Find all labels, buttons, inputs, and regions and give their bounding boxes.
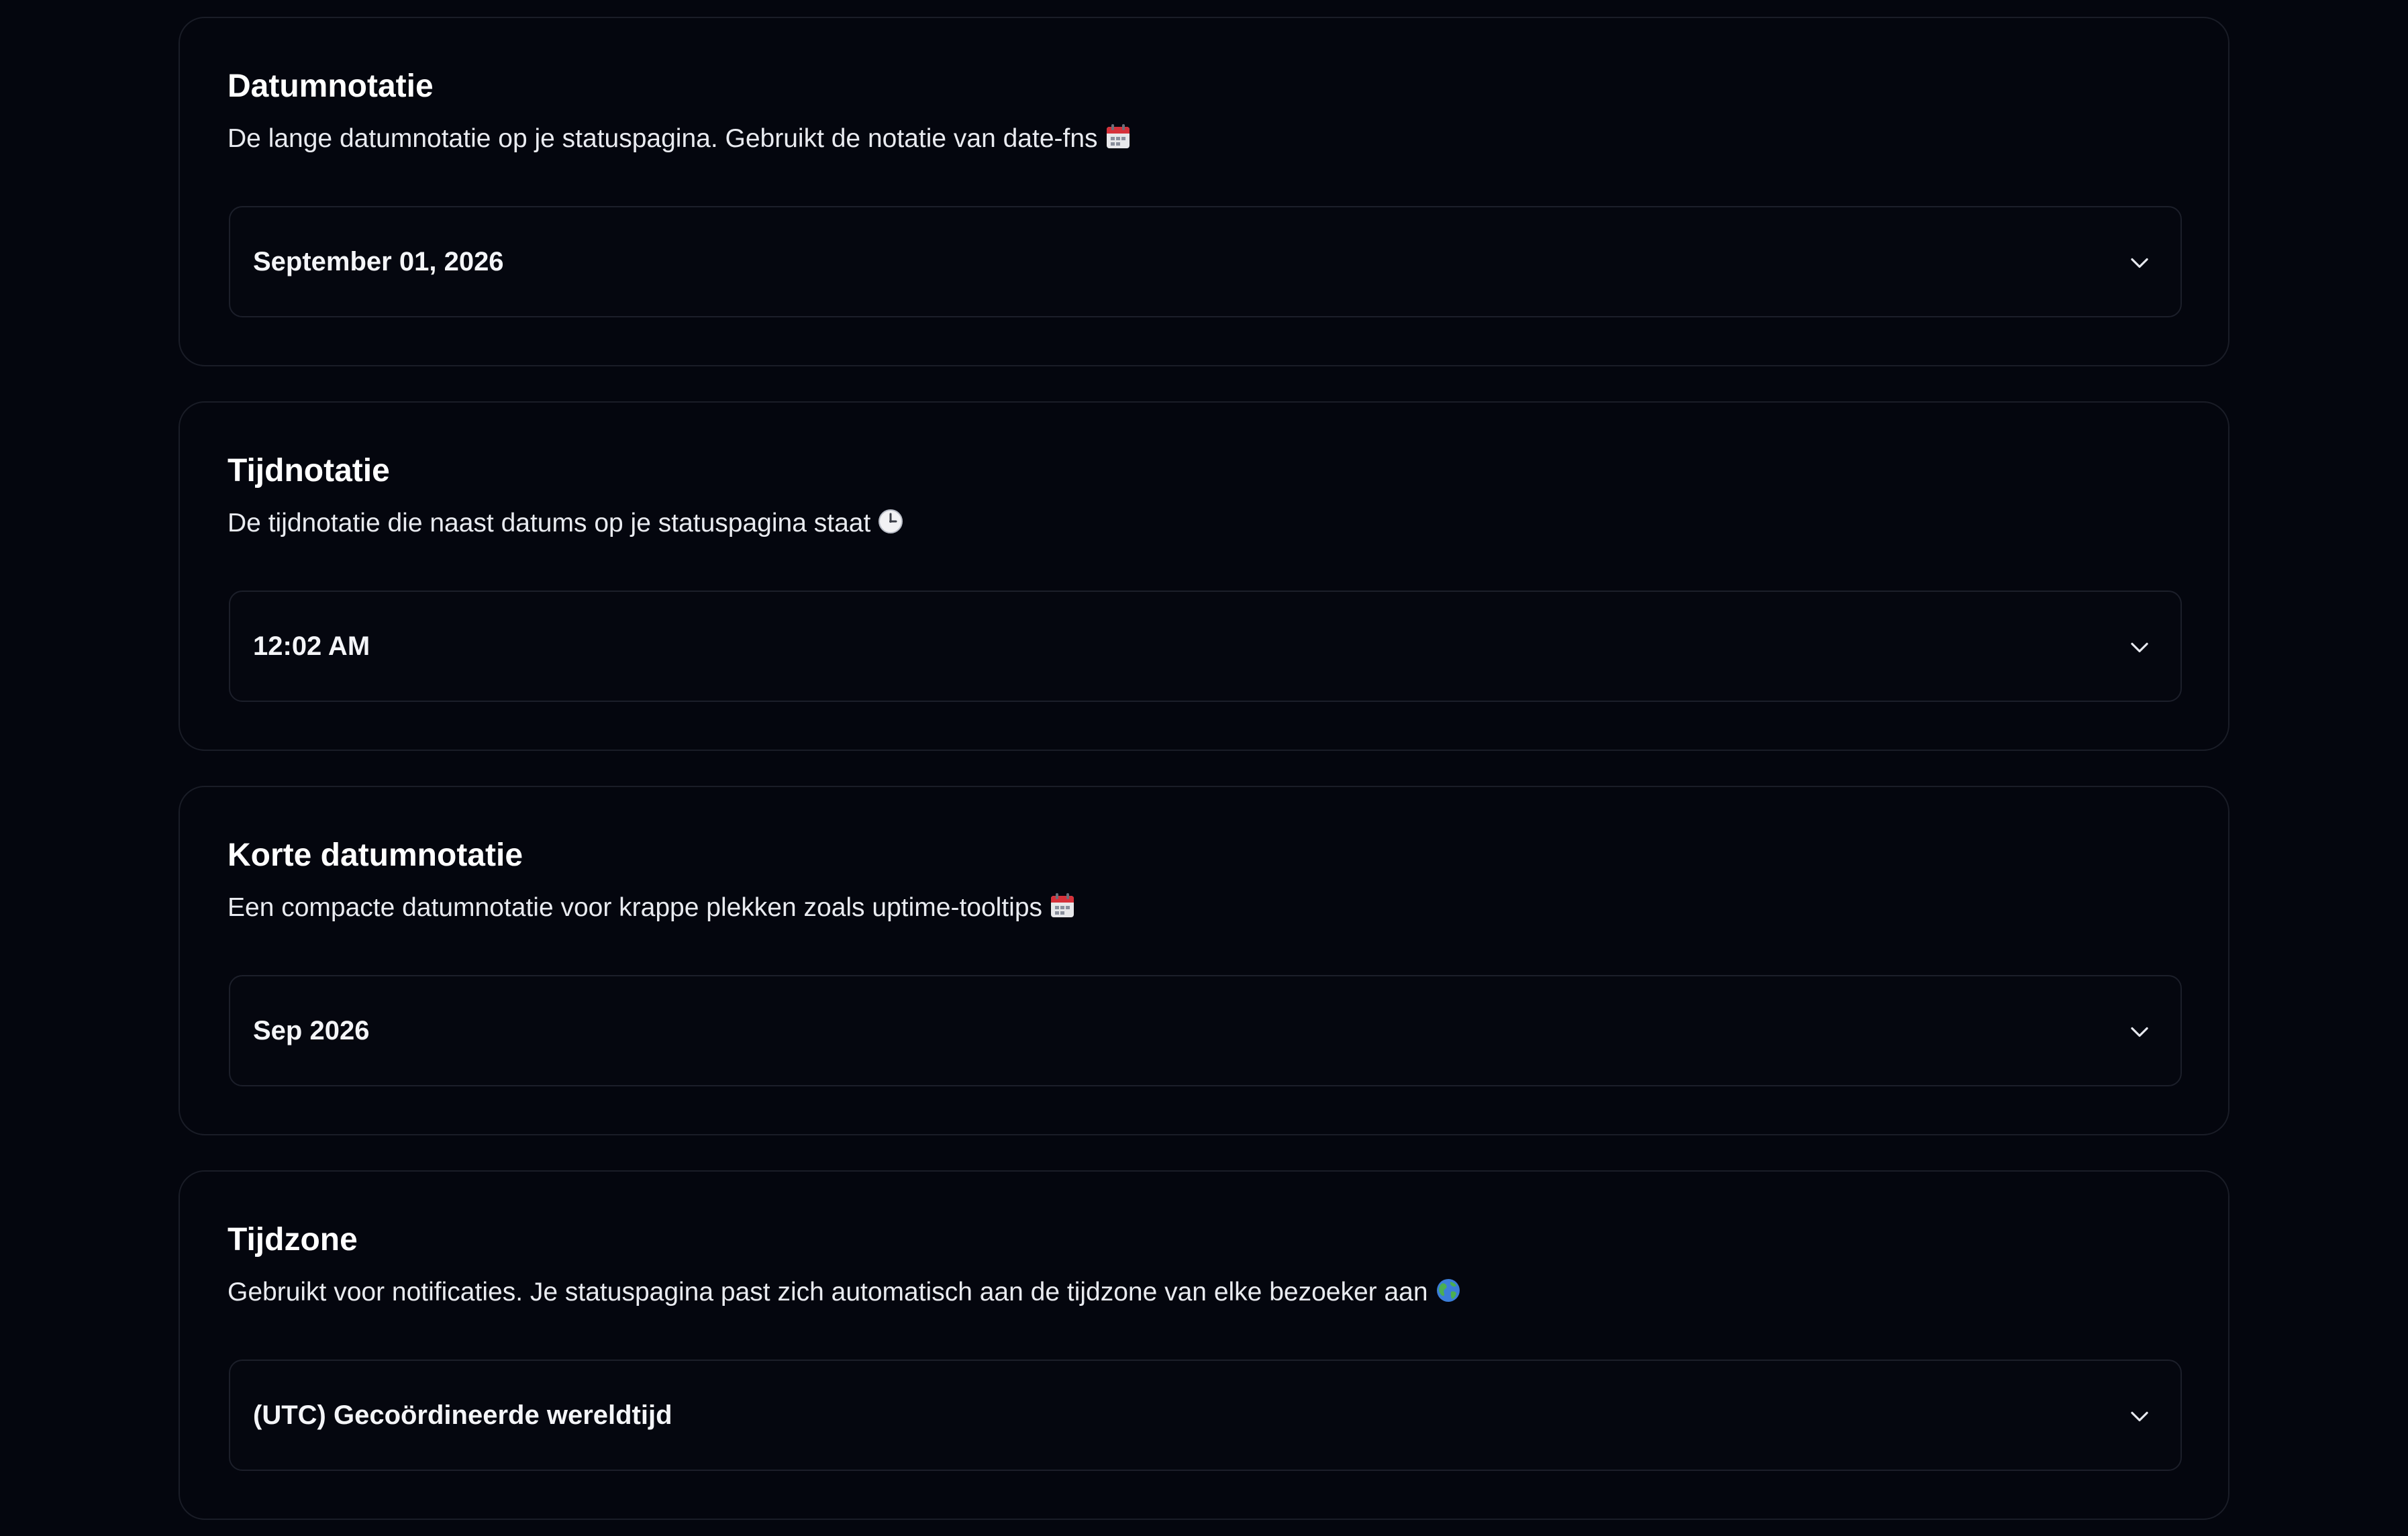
date-format-title: Datumnotatie	[228, 68, 434, 104]
short-date-format-select-value: Sep 2026	[253, 1016, 370, 1045]
timezone-description	[228, 1276, 1462, 1309]
timezone-select-value: (UTC) Gecoördineerde wereldtijd	[253, 1400, 672, 1430]
date-format-select[interactable]	[229, 206, 2182, 317]
short-date-format-description-text: Een compacte datumnotatie voor krappe plekken zoals uptime-tooltips	[228, 893, 1043, 922]
date-format-description	[228, 122, 1132, 156]
clock-icon	[877, 508, 904, 535]
chevron-down-icon	[2127, 635, 2152, 660]
date-format-description-text: De lange datumnotatie op je statuspagina. Gebruikt de notatie van date-fns	[228, 124, 1098, 153]
chevron-down-icon	[2127, 1404, 2152, 1429]
timezone-title: Tijdzone	[228, 1222, 358, 1258]
short-date-format-select[interactable]	[229, 975, 2182, 1086]
time-format-description	[228, 507, 904, 540]
timezone-select[interactable]	[229, 1360, 2182, 1471]
time-format-select[interactable]	[229, 591, 2182, 702]
short-date-format-title: Korte datumnotatie	[228, 837, 523, 873]
short-date-format-card	[179, 786, 2229, 1135]
calendar-icon	[1049, 892, 1076, 919]
timezone-card	[179, 1170, 2229, 1520]
chevron-down-icon	[2127, 1019, 2152, 1045]
time-format-title: Tijdnotatie	[228, 453, 390, 489]
date-format-card	[179, 17, 2229, 366]
timezone-description-text: Gebruikt voor notificaties. Je statuspagina past zich automatisch aan de tijdzone van elke bezoeker aan	[228, 1278, 1428, 1307]
time-format-description-text: De tijdnotatie die naast datums op je statuspagina staat	[228, 509, 871, 537]
short-date-format-description	[228, 891, 1076, 925]
globe-icon	[1435, 1277, 1462, 1304]
date-format-select-value: September 01, 2026	[253, 247, 504, 276]
time-format-card	[179, 401, 2229, 751]
chevron-down-icon	[2127, 250, 2152, 276]
time-format-select-value: 12:02 AM	[253, 631, 370, 661]
calendar-icon	[1105, 123, 1132, 150]
